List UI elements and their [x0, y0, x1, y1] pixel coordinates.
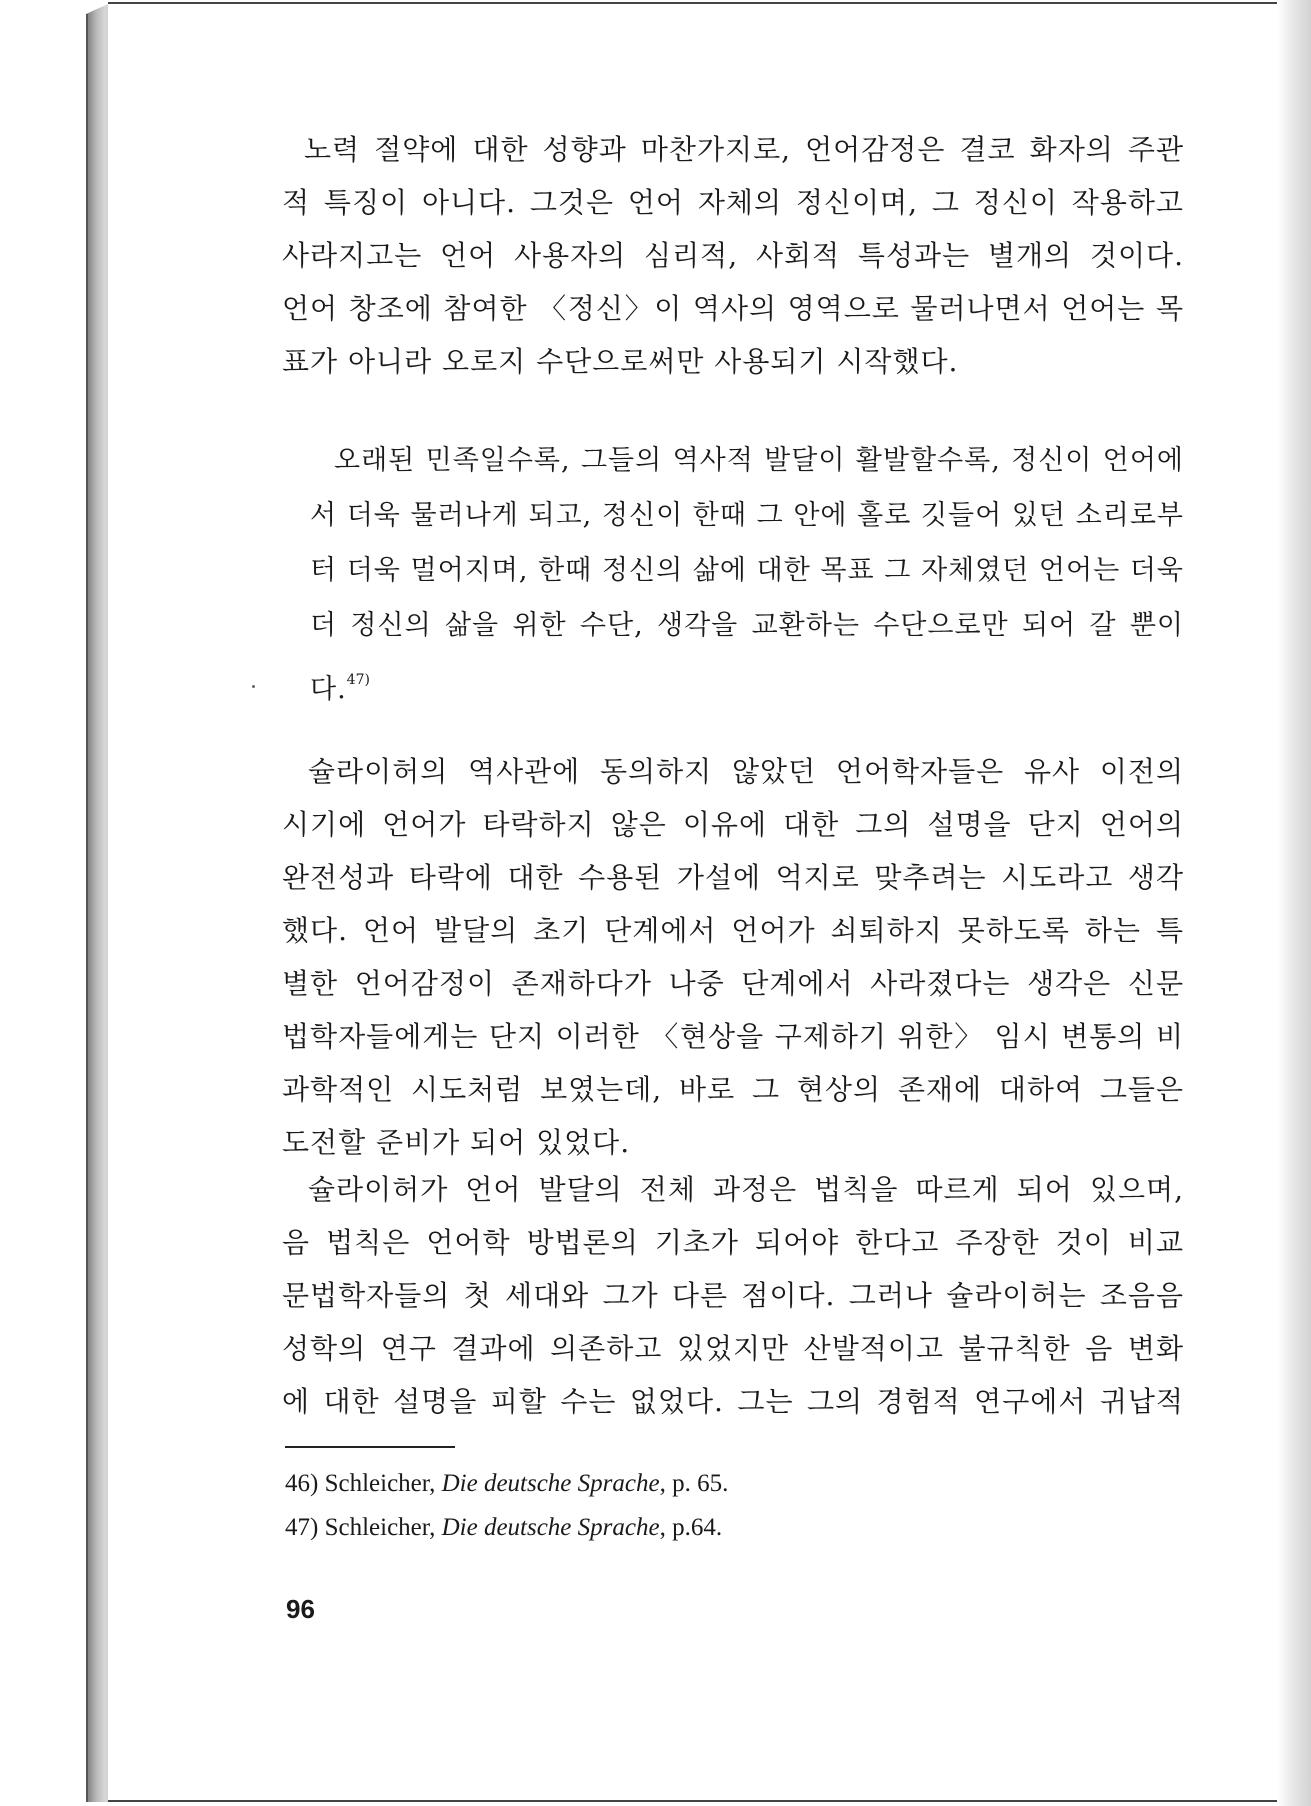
text-line: 언어 창조에 참여한 〈정신〉이 역사의 영역으로 물러나면서 언어는 목 [282, 292, 1184, 325]
quote-line: 터 더욱 멀어지며, 한때 정신의 삶에 대한 목표 그 자체였던 언어는 더욱 [310, 555, 1184, 586]
block-quote [310, 433, 1184, 708]
text-line: 시기에 언어가 타락하지 않은 이유에 대한 그의 설명을 단지 언어의 [282, 808, 1184, 841]
text-line: 음 법칙은 언어학 방법론의 기초가 되어야 한다고 주장한 것이 비교 [282, 1226, 1184, 1259]
text-line: 슐라이허의 역사관에 동의하지 않았던 언어학자들은 유사 이전의 [308, 755, 1184, 788]
footnote-title: Die deutsche Sprache [441, 1514, 660, 1541]
text-line: 에 대한 설명을 피할 수는 없었다. 그는 그의 경험적 연구에서 귀납적 [282, 1385, 1184, 1418]
footnotes [285, 1462, 728, 1550]
text-line: 법학자들에게는 단지 이러한 〈현상을 구제하기 위한〉 임시 변통의 비 [282, 1020, 1184, 1053]
text-line: 적 특징이 아니다. 그것은 언어 자체의 정신이며, 그 정신이 작용하고 [282, 186, 1184, 219]
text-line: 사라지고는 언어 사용자의 심리적, 사회적 특성과는 별개의 것이다. [282, 239, 1184, 272]
paragraph-1 [282, 123, 1184, 388]
footnote-title: Die deutsche Sprache [441, 1470, 660, 1497]
text-line: 완전성과 타락에 대한 수용된 가설에 억지로 맞추려는 시도라고 생각 [282, 861, 1184, 894]
paragraph-3 [282, 1163, 1184, 1428]
text-line: 과학적인 시도처럼 보였는데, 바로 그 현상의 존재에 대하여 그들은 [282, 1073, 1184, 1106]
quote-last-line [310, 653, 1184, 708]
footnote-ref-47: 47) [346, 672, 370, 688]
page-shadow [1277, 0, 1311, 1806]
paragraph-2 [282, 745, 1184, 1169]
scan-speck [252, 685, 255, 688]
footnote-number: 46) [285, 1470, 319, 1497]
page-edge-line [86, 14, 88, 1802]
text-line: 했다. 언어 발달의 초기 단계에서 언어가 쇠퇴하지 못하도록 하는 특 [282, 914, 1184, 947]
footnote-page: , p.64. [659, 1514, 723, 1541]
text-line: 노력 절약에 대한 성향과 마찬가지로, 언어감정은 결코 화자의 주관 [304, 133, 1184, 166]
text-line: 도전할 준비가 되어 있었다. [282, 1126, 631, 1159]
text-line: 표가 아니라 오로지 수단으로써만 사용되기 시작했다. [282, 345, 959, 378]
footnote-page: , p. 65. [659, 1470, 729, 1497]
quote-line: 서 더욱 물러나게 되고, 정신이 한때 그 안에 홀로 깃들어 있던 소리로부 [310, 500, 1184, 531]
footnote-47 [285, 1506, 728, 1550]
text-line: 문법학자들의 첫 세대와 그가 다른 점이다. 그러나 슐라이허는 조음음 [282, 1279, 1184, 1312]
quote-line: 더 정신의 삶을 위한 수단, 생각을 교환하는 수단으로만 되어 갈 뿐이 [310, 610, 1184, 641]
footnote-author: Schleicher, [324, 1514, 436, 1541]
footnote-46 [285, 1462, 728, 1506]
footnote-author: Schleicher, [324, 1470, 436, 1497]
text-line: 별한 언어감정이 존재하다가 나중 단계에서 사라졌다는 생각은 신문 [282, 967, 1184, 1000]
footnote-divider [285, 1446, 455, 1448]
quote-last-text: 다. [310, 674, 347, 705]
page-number: 96 [286, 1594, 315, 1624]
quote-line: 오래된 민족일수록, 그들의 역사적 발달이 활발할수록, 정신이 언어에 [334, 445, 1184, 476]
footnote-number: 47) [285, 1514, 319, 1541]
text-line: 성학의 연구 결과에 의존하고 있었지만 산발적이고 불규칙한 음 변화 [282, 1332, 1184, 1365]
text-line: 슐라이허가 언어 발달의 전체 과정은 법칙을 따르게 되어 있으며, [308, 1173, 1184, 1206]
